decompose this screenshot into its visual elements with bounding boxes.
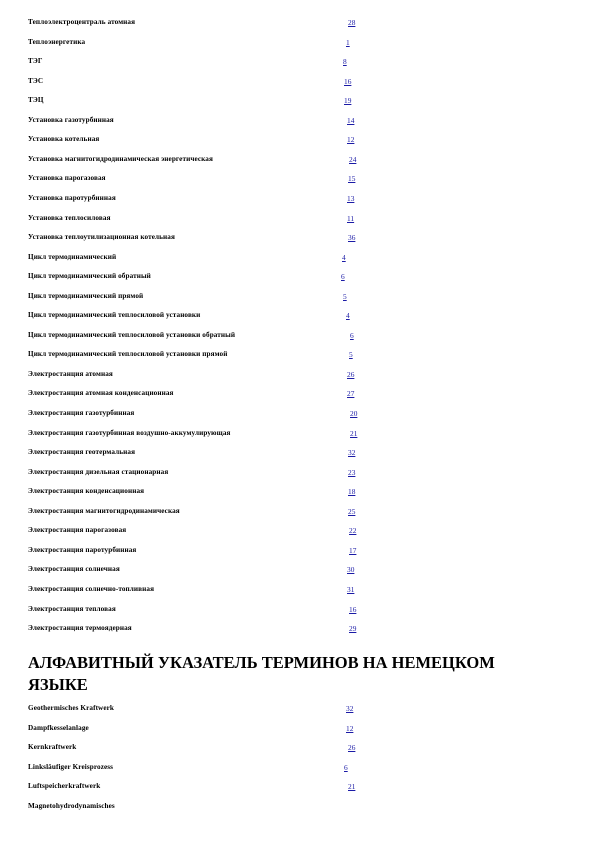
ru-index-entry xyxy=(28,233,568,245)
ru-index-entry xyxy=(28,448,568,460)
page-number-link[interactable]: 22 xyxy=(349,526,357,536)
de-index-entry xyxy=(28,782,568,794)
ru-index-entry xyxy=(28,585,568,597)
ru-index-entry xyxy=(28,57,568,69)
index-term: Luftspeicherkraftwerk xyxy=(28,782,101,791)
ru-index-entry xyxy=(28,487,568,499)
index-term: Установка котельная xyxy=(28,135,100,144)
index-term: Электростанция тепловая xyxy=(28,604,116,613)
index-term: Теплоэлектроцентраль атомная xyxy=(28,18,136,26)
page-number-link[interactable]: 31 xyxy=(347,584,355,594)
index-term: Geothermisches Kraftwerk xyxy=(28,704,115,712)
index-term: Электростанция термоядерная xyxy=(28,624,132,633)
page-number-link[interactable]: 27 xyxy=(347,389,355,399)
index-term: Электростанция атомная xyxy=(28,369,113,378)
ru-index-entry xyxy=(28,389,568,401)
page-number-link[interactable]: 6 xyxy=(344,762,348,772)
page-number-link[interactable]: 17 xyxy=(349,545,357,555)
index-term: Цикл термодинамический обратный xyxy=(28,272,151,281)
page-number-link[interactable]: 6 xyxy=(341,272,345,282)
ru-index-entry xyxy=(28,311,568,323)
de-index-entry xyxy=(28,802,568,814)
index-term: Теплоэнергетика xyxy=(28,37,86,46)
ru-index-entry xyxy=(28,174,568,186)
ru-index-entry xyxy=(28,38,568,50)
index-term: Электростанция атомная конденсационная xyxy=(28,389,174,398)
index-term: Электростанция парогазовая xyxy=(28,526,127,535)
page-number-link[interactable]: 19 xyxy=(344,96,352,106)
page-number-link[interactable]: 29 xyxy=(349,624,357,634)
german-index-heading: АЛФАВИТНЫЙ УКАЗАТЕЛЬ ТЕРМИНОВ НА НЕМЕЦКОМ ЯЗЫКЕ xyxy=(28,653,495,694)
index-term: ТЭЦ xyxy=(28,96,44,105)
page-number-link[interactable]: 18 xyxy=(348,487,356,497)
index-term: Установка магнитогидродинамическая энергетическая xyxy=(28,154,213,163)
index-term: Электростанция газотурбинная воздушно-аккумулирующая xyxy=(28,428,231,437)
page-number-link[interactable]: 1 xyxy=(346,37,350,47)
ru-index-entry xyxy=(28,116,568,128)
ru-index-entry xyxy=(28,624,568,636)
page-number-link[interactable]: 16 xyxy=(344,76,352,86)
index-term: Установка паротурбинная xyxy=(28,193,116,202)
ru-index-entry xyxy=(28,155,568,167)
ru-index-entry xyxy=(28,292,568,304)
index-term: Электростанция магнитогидродинамическая xyxy=(28,506,180,515)
de-index-entry xyxy=(28,704,568,716)
index-term: Установка газотурбинная xyxy=(28,115,114,124)
page-number-link[interactable]: 5 xyxy=(349,350,353,360)
ru-index-entry xyxy=(28,331,568,343)
page-number-link[interactable]: 15 xyxy=(348,174,356,184)
index-term: Цикл термодинамический теплосиловой установки прямой xyxy=(28,350,228,359)
ru-index-entry xyxy=(28,96,568,108)
de-index-entry xyxy=(28,763,568,775)
ru-index-entry xyxy=(28,350,568,362)
page-number-link[interactable]: 13 xyxy=(347,193,355,203)
index-term: Kernkraftwerk xyxy=(28,743,77,752)
index-term: Dampfkesselanlage xyxy=(28,723,89,732)
ru-index-entry xyxy=(28,546,568,558)
ru-index-entry xyxy=(28,272,568,284)
ru-index-entry xyxy=(28,468,568,480)
page-number-link[interactable]: 32 xyxy=(348,448,356,458)
page-number-link[interactable]: 36 xyxy=(348,233,356,243)
ru-index-entry xyxy=(28,214,568,226)
index-term: Цикл термодинамический xyxy=(28,252,117,261)
page-number-link[interactable]: 12 xyxy=(346,723,354,733)
de-index-entry xyxy=(28,743,568,755)
page-number-link[interactable]: 28 xyxy=(348,18,356,27)
page-number-link[interactable]: 32 xyxy=(346,704,354,713)
ru-index-entry xyxy=(28,253,568,265)
index-term: Цикл термодинамический прямой xyxy=(28,291,144,300)
ru-index-entry xyxy=(28,507,568,519)
index-term: Установка парогазовая xyxy=(28,174,106,183)
page-number-link[interactable]: 30 xyxy=(347,565,355,575)
ru-index-entry xyxy=(28,565,568,577)
ru-index-entry xyxy=(28,77,568,89)
index-term: Электростанция геотермальная xyxy=(28,448,136,457)
page-number-link[interactable]: 12 xyxy=(347,135,355,145)
index-term: ТЭГ xyxy=(28,57,43,66)
index-term: Цикл термодинамический теплосиловой установки xyxy=(28,311,201,320)
page-number-link[interactable]: 25 xyxy=(348,506,356,516)
page-number-link[interactable]: 4 xyxy=(342,252,346,262)
index-term: Linksläufiger Kreisprozess xyxy=(28,762,114,771)
ru-index-entry xyxy=(28,429,568,441)
index-term: Электростанция газотурбинная xyxy=(28,409,135,417)
page-number-link[interactable]: 21 xyxy=(350,428,358,438)
page-number-link[interactable]: 8 xyxy=(343,57,347,67)
index-term: ТЭС xyxy=(28,76,44,85)
ru-index-entry xyxy=(28,605,568,617)
ru-index-entry xyxy=(28,526,568,538)
de-index-entry xyxy=(28,724,568,736)
ru-index-entry xyxy=(28,370,568,382)
index-term: Magnetohydrodynamisches xyxy=(28,802,115,810)
index-term: Электростанция солнечная xyxy=(28,565,120,574)
page-number-link[interactable]: 4 xyxy=(346,311,350,321)
index-term: Цикл термодинамический теплосиловой установки обратный xyxy=(28,330,236,339)
page-number-link[interactable]: 24 xyxy=(349,154,357,164)
ru-index-entry xyxy=(28,409,568,421)
ru-index-entry xyxy=(28,194,568,206)
ru-index-entry xyxy=(28,18,568,30)
page-number-link[interactable]: 26 xyxy=(347,369,355,379)
page-number-link[interactable]: 11 xyxy=(347,213,355,223)
page-number-link[interactable]: 16 xyxy=(349,604,357,614)
index-term: Электростанция паротурбинная xyxy=(28,545,137,554)
page-number-link[interactable]: 6 xyxy=(350,330,354,340)
index-term: Электростанция конденсационная xyxy=(28,487,145,496)
page-number-link[interactable]: 5 xyxy=(343,291,347,301)
index-term: Электростанция солнечно-топливная xyxy=(28,584,155,593)
index-term: Установка теплоутилизационная котельная xyxy=(28,233,175,242)
index-term: Электростанция дизельная стационарная xyxy=(28,467,169,476)
page-number-link[interactable]: 23 xyxy=(348,467,356,477)
page-number-link[interactable]: 21 xyxy=(348,782,356,792)
ru-index-entry xyxy=(28,135,568,147)
page-number-link[interactable]: 26 xyxy=(348,743,356,753)
index-term: Установка теплосиловая xyxy=(28,213,111,222)
page-number-link[interactable]: 20 xyxy=(350,409,358,418)
page-number-link[interactable]: 14 xyxy=(347,115,355,125)
